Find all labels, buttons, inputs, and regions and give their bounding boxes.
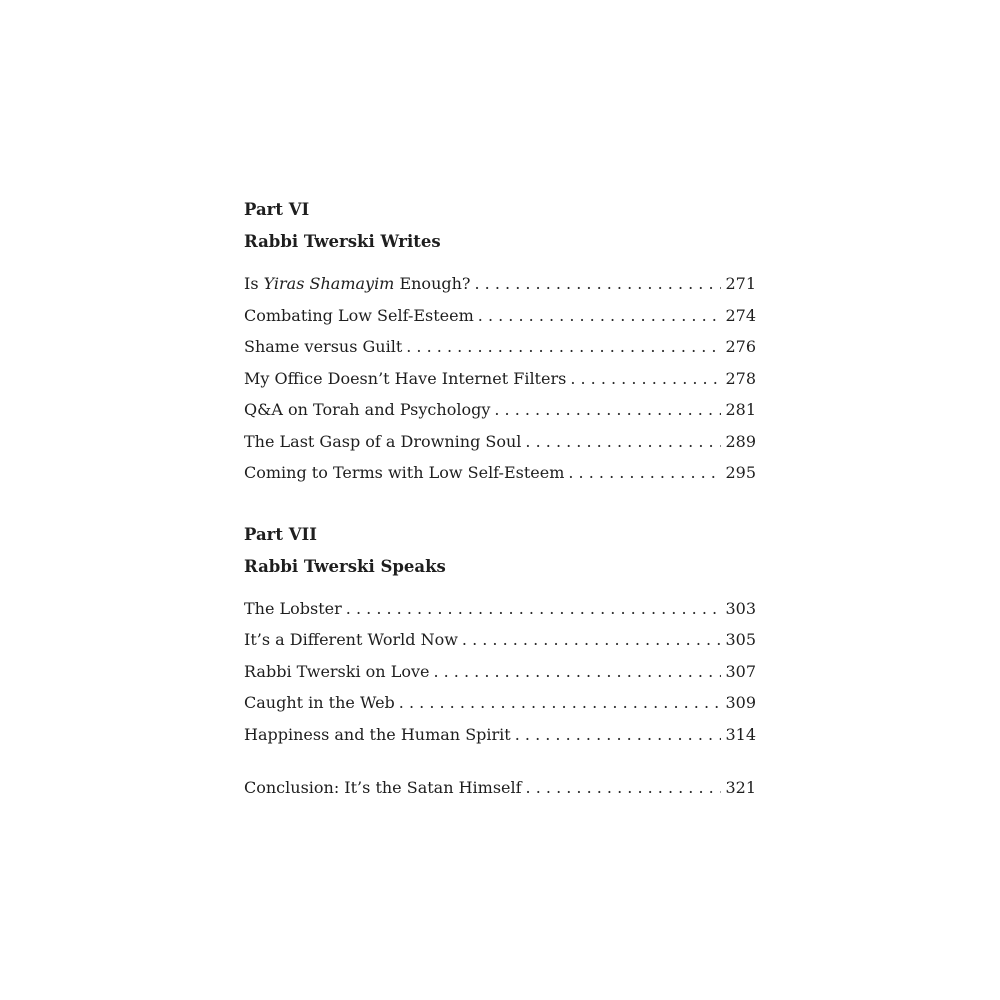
toc-page-number: 309 xyxy=(725,693,756,712)
section-spacer xyxy=(244,750,756,772)
toc-page-number: 278 xyxy=(725,368,756,388)
toc-entry xyxy=(244,624,756,656)
toc-entry-title: Caught in the Web xyxy=(244,693,395,712)
toc-page-number: 307 xyxy=(725,661,756,681)
part-section xyxy=(244,198,756,489)
toc-page-number: 303 xyxy=(725,598,756,618)
toc-entry xyxy=(244,687,756,719)
toc-entry xyxy=(244,457,756,489)
dot-leader xyxy=(433,656,721,688)
toc-entry-title: Happiness and the Human Spirit xyxy=(244,724,511,744)
toc-entry-title: The Last Gasp of a Drowning Soul xyxy=(244,431,522,451)
toc-entry-title: Q&A on Torah and Psychology xyxy=(244,400,491,419)
dot-leader xyxy=(568,457,721,489)
toc-entry-list xyxy=(244,593,756,751)
toc-page-number: 289 xyxy=(725,431,756,451)
toc-entry xyxy=(244,394,756,426)
toc-entry-title: Coming to Terms with Low Self-Esteem xyxy=(244,463,565,482)
toc-entry xyxy=(244,331,756,363)
toc-entry-title: Rabbi Twerski on Love xyxy=(244,661,430,681)
toc-page-number: 271 xyxy=(725,274,756,293)
toc-page-number: 274 xyxy=(725,305,756,325)
part-title: Rabbi Twerski Writes xyxy=(244,232,441,251)
dot-leader xyxy=(570,363,721,395)
toc-entry-title: The Lobster xyxy=(244,598,342,618)
toc-entry-title: Conclusion: It’s the Satan Himself xyxy=(244,778,522,797)
dot-leader xyxy=(399,687,722,719)
dot-leader xyxy=(526,772,722,804)
toc-page-number: 314 xyxy=(725,724,756,744)
dot-leader xyxy=(475,268,722,300)
section-spacer xyxy=(244,489,756,523)
toc-entry xyxy=(244,268,756,300)
dot-leader xyxy=(494,394,721,426)
toc-entry xyxy=(244,363,756,395)
toc-entry-title: Is Yiras Shamayim Enough? xyxy=(244,274,471,293)
toc-entry xyxy=(244,300,756,332)
toc-entry-title: It’s a Different World Now xyxy=(244,630,458,649)
part-number: Part VI xyxy=(244,200,310,219)
toc-page-number: 321 xyxy=(725,778,756,797)
dot-leader xyxy=(515,719,722,751)
toc-page-number: 295 xyxy=(725,463,756,482)
part-section xyxy=(244,523,756,751)
part-number: Part VII xyxy=(244,524,317,544)
dot-leader xyxy=(478,300,722,332)
toc-entry-list xyxy=(244,268,756,489)
part-title: Rabbi Twerski Speaks xyxy=(244,556,446,576)
dot-leader xyxy=(525,426,721,458)
toc-entry xyxy=(244,719,756,751)
toc-entry-conclusion xyxy=(244,772,756,804)
dot-leader xyxy=(346,593,722,625)
toc-entry xyxy=(244,656,756,688)
table-of-contents xyxy=(244,198,756,804)
toc-entry-title: My Office Doesn’t Have Internet Filters xyxy=(244,368,567,388)
toc-entry xyxy=(244,593,756,625)
toc-entry xyxy=(244,426,756,458)
toc-entry-title: Shame versus Guilt xyxy=(244,337,403,356)
toc-page-number: 305 xyxy=(725,630,756,649)
dot-leader xyxy=(462,624,722,656)
dot-leader xyxy=(406,331,721,363)
toc-page-number: 276 xyxy=(725,337,756,356)
toc-entry-title: Combating Low Self-Esteem xyxy=(244,305,474,325)
toc-page-number: 281 xyxy=(725,400,756,419)
